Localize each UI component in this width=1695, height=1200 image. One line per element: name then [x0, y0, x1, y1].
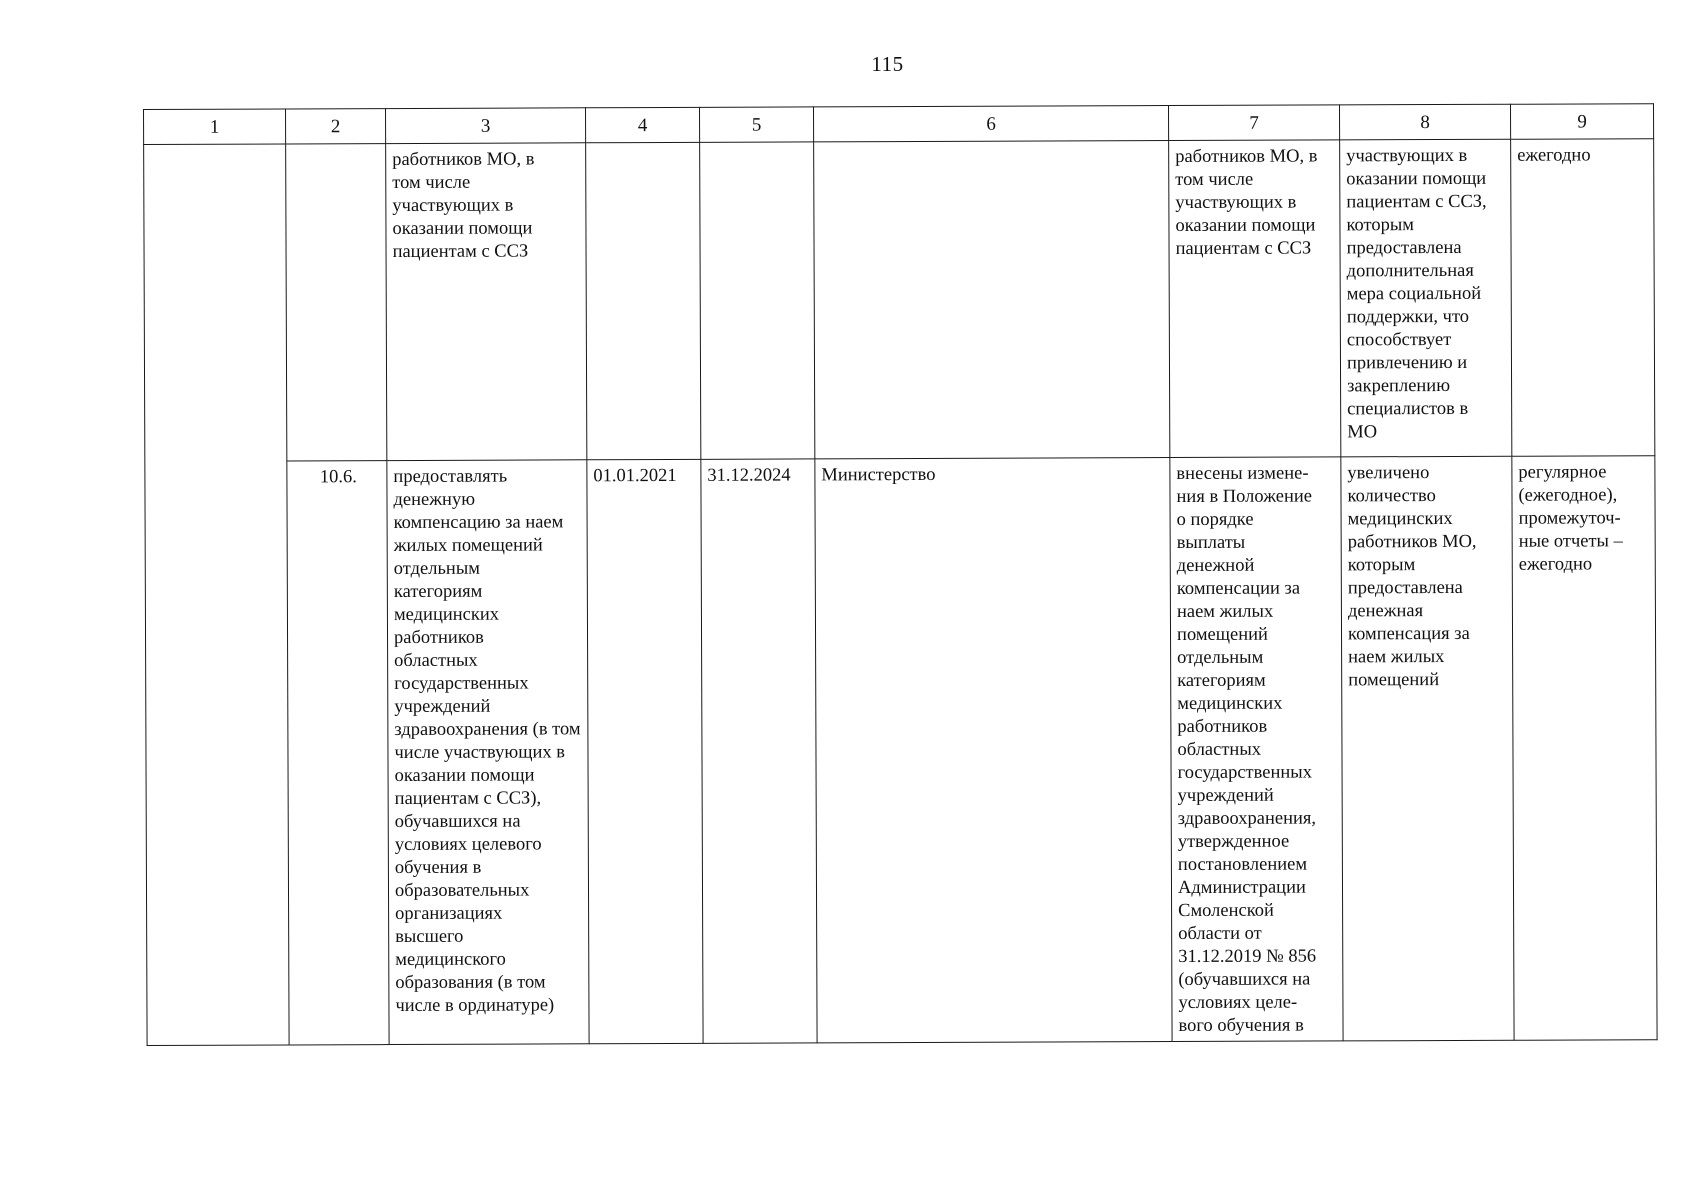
indicator-cell: участвующих в оказании помощи пациентам с ССЗ, которым предоставлена дополнительная мера социальной поддержки, что способствует привлечению и закреплению специалистов в МО — [1340, 139, 1512, 457]
start-date-cell: 01.01.2021 — [587, 459, 703, 1043]
start-date-cell — [586, 142, 701, 459]
measure-name-cell: предоставлять денежную компенсацию за наем жилых помещений отдельным категориям медицинских работников областных государственных учреждений здравоохранения (в том числе участвующих в оказании помощи пациентам с ССЗ), обучавшихся на условиях целевого обучения в образовательных организациях высшего медицинского образования (в том числе в ординатуре) — [387, 460, 589, 1045]
responsible-cell — [814, 141, 1170, 459]
result-cell: внесены измене- ния в Положение о порядке выплаты денежной компенсации за наем жилых помещений отдельным категориям медицинских работников областных государственных учреждений здравоохранения, утвержденное постановлением Администрации Смоленской области от 31.12.2019 № 856 (обучавшихся на условиях целе- вого обучения в — [1170, 457, 1343, 1042]
reporting-cell: регулярное (ежегодное), промежуточ- ные отчеты – ежегодно — [1512, 456, 1657, 1041]
measure-name-cell: работников МО, в том числе участвующих в оказании помощи пациентам с ССЗ — [386, 143, 587, 461]
reporting-cell: ежегодно — [1511, 139, 1655, 457]
column-header-5: 5 — [699, 107, 813, 142]
column-header-1: 1 — [144, 109, 286, 145]
column-header-6: 6 — [813, 106, 1168, 142]
column-number-row — [144, 104, 1654, 145]
column-header-3: 3 — [386, 108, 586, 144]
table-row — [144, 139, 1655, 462]
column-header-9: 9 — [1510, 104, 1653, 140]
item-number-cell: 10.6. — [287, 461, 389, 1045]
responsible-cell: Министерство — [815, 458, 1172, 1043]
end-date-cell — [700, 142, 815, 459]
end-date-cell: 31.12.2024 — [701, 459, 817, 1043]
column-header-2: 2 — [286, 109, 386, 144]
column-header-8: 8 — [1339, 104, 1510, 140]
result-cell: работников МО, в том числе участвующих в оказании помощи пациентам с ССЗ — [1169, 140, 1341, 458]
section-cell — [144, 144, 289, 1046]
column-header-7: 7 — [1168, 105, 1339, 141]
item-number-cell — [286, 144, 387, 461]
indicator-cell: увеличено количество медицинских работников МО, которым предоставлена денежная компенсация за наем жилых помещений — [1341, 456, 1514, 1041]
measures-table — [143, 103, 1658, 1046]
table-row — [145, 456, 1657, 1046]
page-number: 115 — [871, 52, 904, 76]
column-header-4: 4 — [585, 107, 699, 142]
